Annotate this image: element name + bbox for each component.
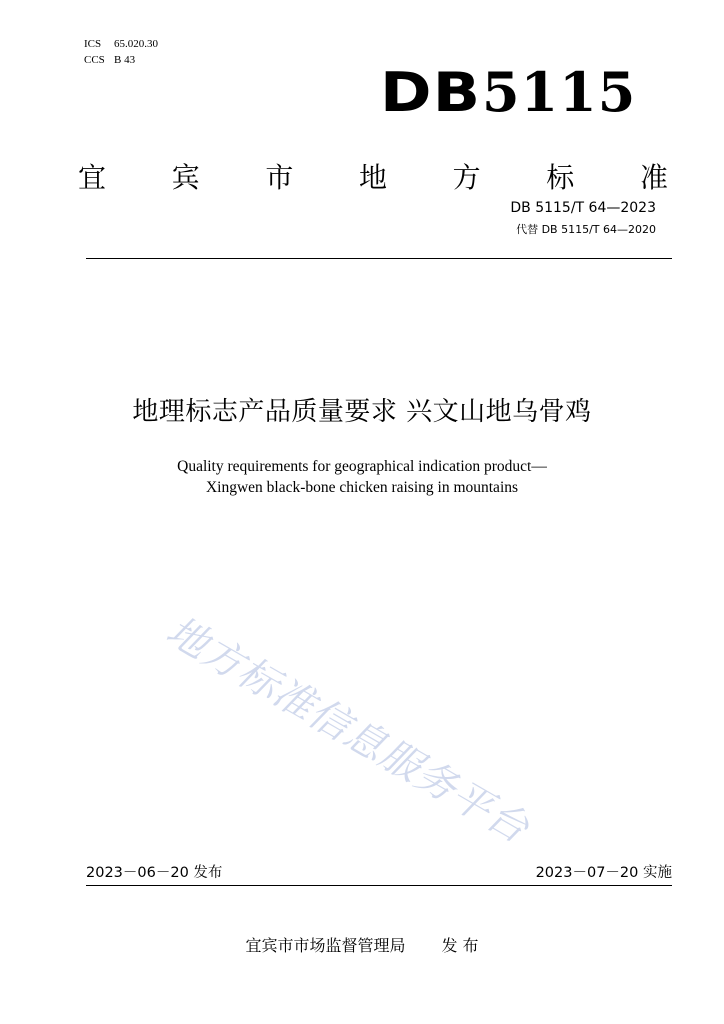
- logo-number: 5115: [481, 60, 637, 124]
- ccs-value: B 43: [114, 54, 136, 66]
- logo-prefix: DB: [380, 61, 482, 124]
- standard-type-char: 宾: [171, 161, 200, 194]
- standard-type-char: 标: [546, 161, 575, 194]
- title-chinese: 地理标志产品质量要求 兴文山地乌骨鸡: [132, 397, 592, 427]
- standard-type-heading: [78, 160, 668, 196]
- ccs-label: CCS: [84, 54, 105, 66]
- standard-type-char: 市: [265, 161, 294, 194]
- classification-codes: [84, 36, 158, 68]
- standard-number: DB 5115/T 64—2023: [510, 200, 656, 216]
- issuer-action: 发 布: [441, 936, 479, 955]
- publish-date: 2023－06－20 发布: [86, 865, 223, 881]
- issuer-name: 宜宾市市场监督管理局: [245, 936, 406, 955]
- ics-label: ICS: [84, 38, 102, 50]
- header-divider: [86, 258, 672, 259]
- standard-type-char: 准: [639, 161, 668, 194]
- replaces-note: 代替 DB 5115/T 64—2020: [516, 223, 656, 236]
- ics-value: 65.020.30: [114, 38, 158, 50]
- standard-type-char: 宜: [78, 161, 107, 194]
- title-english-line-1: Quality requirements for geographical indication product—: [177, 458, 547, 475]
- watermark: 地方标准信息服务平台: [158, 607, 537, 853]
- issuer-line: [0, 934, 724, 958]
- implement-date: 2023－07－20 实施: [535, 865, 672, 881]
- standard-type-char: 方: [452, 161, 481, 194]
- title-english-line-2: Xingwen black-bone chicken raising in mountains: [205, 479, 519, 496]
- standard-logo: [380, 62, 636, 123]
- footer-divider: [86, 885, 672, 886]
- title-english: [0, 456, 724, 498]
- standard-type-char: 地: [358, 161, 387, 194]
